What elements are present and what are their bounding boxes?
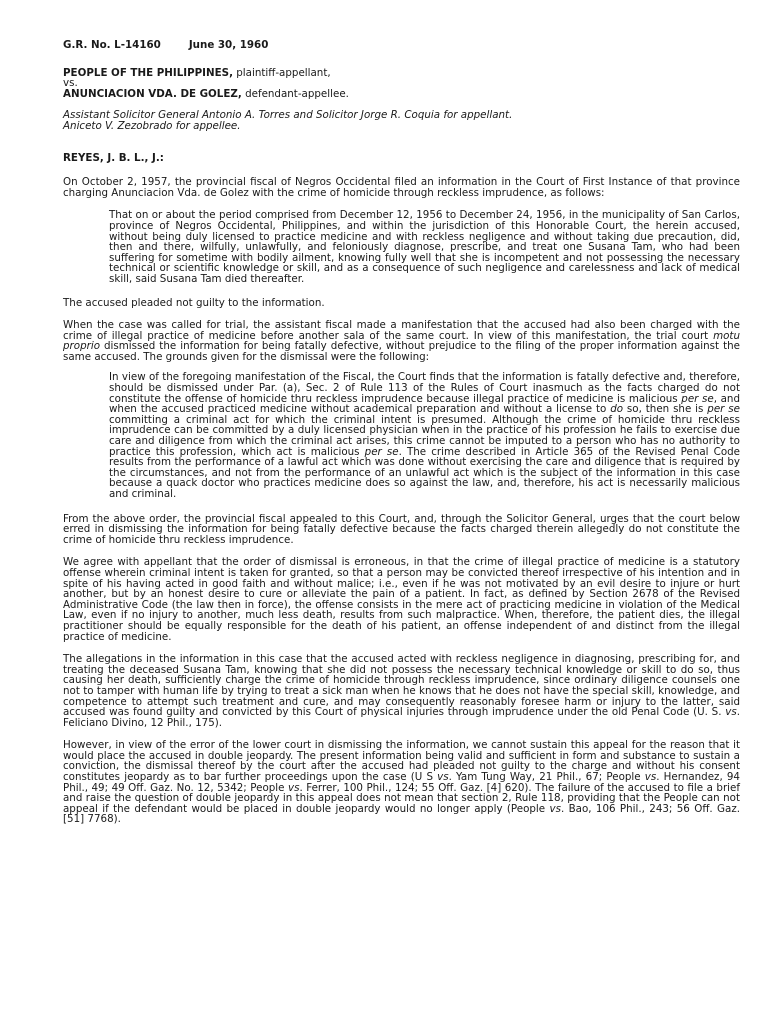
paragraph-6-italic: vs	[725, 706, 737, 719]
paragraph-7-text-b: . Yam Tung Way, 21 Phil., 67; People	[448, 771, 645, 784]
quote-2-text-e: . The crime described in Article 365 of the Revised Penal Code results from the performance of a lawful act which was done without exercising the care and diligence that is required by the circumstances, and not from the performance of an unlawful act which is the subject of the information in this case because a quack doctor who practices medicine does so against the law, and, therefore, his act is necessarily malicious and criminal.	[109, 445, 741, 500]
quote-2-italic-2: do	[610, 403, 624, 416]
case-header	[63, 40, 740, 51]
quote-2-text-b: , and when the accused practiced medicine without academical preparation and without a license to	[109, 392, 740, 416]
quote-2-text-d: committing a criminal act for which the criminal intent is presumed. Although the crime of homicide thru reckless imprudence can be committed by a duly licensed physician when in the practice of his profession he fails to exercise due care and diligence from which the criminal act arises, this crime cannot be imputed to a person who has no authority to practice this profession, which act is malicious	[109, 413, 740, 458]
quote-2-text-a: In view of the foregoing manifestation of the Fiscal, the Court finds that the information is fatally defective and, therefore, should be dismissed under Par. (a), Sec. 2 of Rule 113 of the Rules of Court inasmuch as the facts charged do not constitute the offense of homicide thru reckless imprudence because illegal practice of medicine is malicious	[109, 371, 740, 405]
paragraph-3-text-b: dismissed the information for being fatally defective, without prejudice to the filing of the proper information against the same accused. The grounds given for the dismissal were the following:	[63, 340, 740, 363]
paragraph-2: The accused pleaded not guilty to the information.	[63, 296, 325, 309]
quote-2-italic-3: per se	[707, 403, 740, 416]
plaintiff-role: plaintiff-appellant,	[232, 66, 331, 79]
information-quote: That on or about the period comprised from December 12, 1956 to December 24, 1956, in the municipality of San Carlos, province of Negros Occidental, Philippines, and within the jurisdiction of this Honorable Court, the herein accused, without being duly licensed to practice medicine and with reckless negligence and without taking due precaution, did, then and there, wilfully, unlawfully, and feloniously diagnose, prescribe, and treat one Susana Tam, who had been suffering for sometime with bodily ailment, knowing fully well that she is incompetent and not possessing the necessary technical or scientific knowledge or skill, and as a consequence of such negligence and carelessness and lack of medical skill, said Susana Tam died thereafter.	[109, 209, 740, 285]
paragraph-7-italic-2: vs	[644, 771, 657, 784]
paragraph-7-text-e: . Bao, 106 Phil., 243; 56 Off. Gaz. [51] 7768).	[63, 802, 741, 826]
paragraph-7-text-c: . Hernandez, 94 Phil., 49; 49 Off. Gaz. No. 12, 5342; People	[63, 771, 740, 794]
paragraph-3-italic: motu proprio	[63, 329, 740, 353]
paragraph-5: We agree with appellant that the order of dismissal is erroneous, in that the crime of illegal practice of medicine is a statutory offense wherein criminal intent is taken for granted, so that a person may be convicted thereof irrespective of his intention and in spite of his having acted in good faith and without malice; i.e., even if he was not motivated by an evil desire to injure or hurt another, but by an honest desire to cure or alleviate the pain of a patient. In fact, as defined by Section 2678 of the Revised Administrative Code (the law then in force), the offense consists in the mere act of practicing medicine in violation of the Medical Law, even if no injury to another, much less death, results from such malpractice. When, therefore, the patient dies, the illegal practitioner should be equally responsible for the death of his patient, an offense independent of and distinct from the illegal practice of medicine.	[63, 556, 740, 643]
defendant-name: ANUNCIACION VDA. DE GOLEZ,	[63, 87, 242, 100]
appellee-counsel: Aniceto V. Zezobrado for appellee.	[63, 119, 241, 132]
paragraph-6-text-a: The allegations in the information in this case that the accused acted with reckless negligence in diagnosing, prescribing for, and treating the deceased Susana Tam, knowing that she did not possess the necessary technical knowledge or skill to do so, thus causing her death, sufficiently charge the crime of homicide through reckless imprudence, since ordinary diligence counsels one not to tamper with human life by trying to treat a sick man when he knows that he does not have the special skill, knowledge, and competence to attempt such treatment and cure, and may consequently reasonably foresee harm or injury to the latter, said accused was found guilty and convicted by this Court of physical injuries through imprudence under the old Penal Code (U. S.	[63, 653, 740, 719]
parties	[63, 68, 740, 100]
paragraph-7-italic-3: vs	[287, 781, 300, 794]
defendant-line	[63, 89, 740, 100]
paragraph-3	[63, 320, 740, 362]
gr-number: G.R. No. L-14160	[63, 39, 161, 51]
paragraph-7	[63, 740, 740, 825]
counsel-block	[63, 110, 740, 131]
paragraph-3-text-a: When the case was called for trial, the assistant fiscal made a manifestation that the accused had also been charged with the crime of illegal practice of medicine before another sala of the same court. In view of this manifestation, the trial court	[63, 319, 740, 342]
versus-line: vs.	[63, 77, 78, 90]
paragraph-6	[63, 654, 740, 728]
plaintiff-line	[63, 68, 740, 79]
quote-2-italic-1: per se	[681, 392, 714, 405]
paragraph-7-italic-4: vs	[549, 802, 561, 815]
decision-date: June 30, 1960	[188, 39, 269, 51]
dismissal-order-quote	[109, 372, 740, 499]
ponente: REYES, J. B. L., J.:	[63, 151, 164, 164]
defendant-role: defendant-appellee.	[241, 87, 349, 100]
paragraph-7-text-d: . Ferrer, 100 Phil., 124; 55 Off. Gaz. [4] 620). The failure of the accused to file a brief and raise the question of double jeopardy in this appeal does not mean that section 2, Rule 118, providing that the People can not appeal if the defendant would be placed in double jeopardy would no longer apply (People	[63, 781, 740, 815]
paragraph-6-text-b: . Feliciano Divino, 12 Phil., 175).	[63, 706, 740, 729]
paragraph-1: On October 2, 1957, the provincial fiscal of Negros Occidental filed an information in the Court of First Instance of that province charging Anunciacion Vda. de Golez with the crime of homicide through reckless imprudence, as follows:	[63, 176, 740, 199]
paragraph-7-text-a: However, in view of the error of the lower court in dismissing the information, we cannot sustain this appeal for the reason that it would place the accused in double jeopardy. The present information being valid and sufficient in form and substance to sustain a conviction, the dismissal thereof by the court after the accused had pleaded not guilty to the charge and without his consent constitutes jeopardy as to bar further proceedings upon the case (U S	[63, 739, 740, 784]
quote-2-italic-4: per se	[364, 445, 399, 458]
plaintiff-name: PEOPLE OF THE PHILIPPINES,	[63, 66, 233, 79]
paragraph-7-italic-1: vs	[437, 771, 449, 784]
paragraph-4: From the above order, the provincial fiscal appealed to this Court, and, through the Solicitor General, urges that the court below erred in dismissing the information for being fatally defective because the facts charged therein allegedly do not constitute the crime of homicide thru reckless imprudence.	[63, 512, 740, 546]
appellant-counsel: Assistant Solicitor General Antonio A. Torres and Solicitor Jorge R. Coquia for appellant.	[63, 109, 513, 122]
quote-2-text-c: so, then she is	[623, 403, 708, 416]
